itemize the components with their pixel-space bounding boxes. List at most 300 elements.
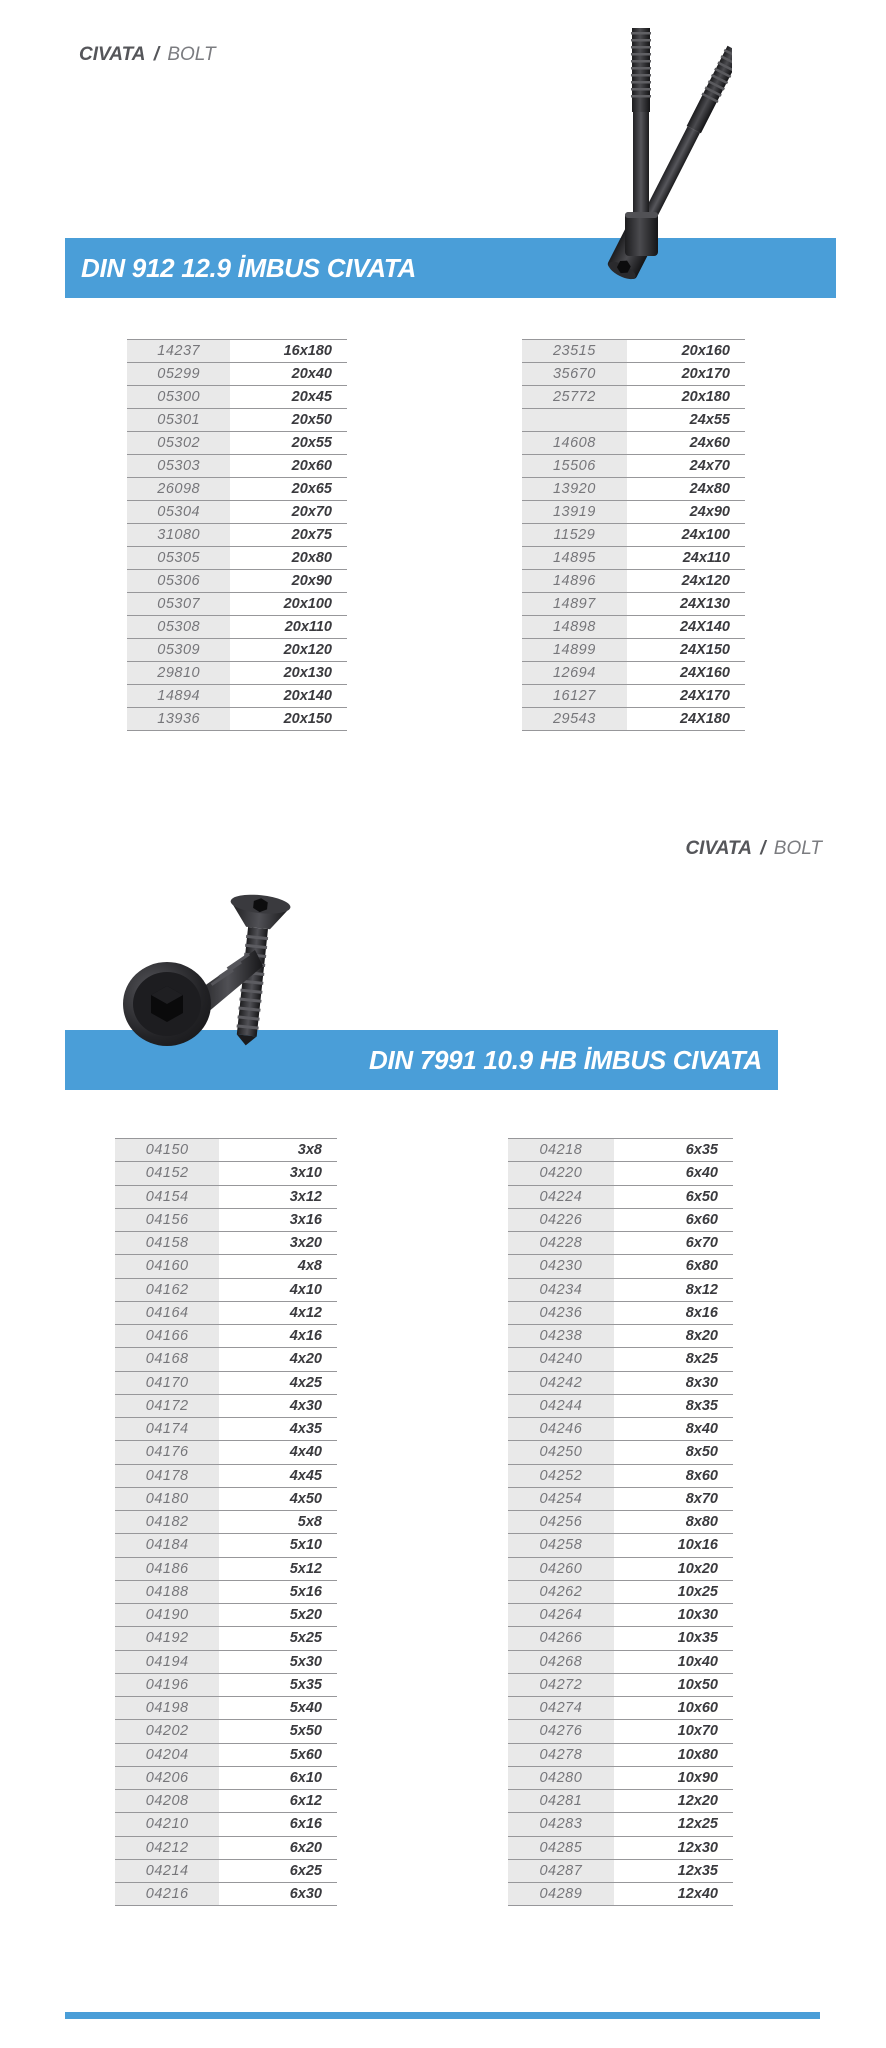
table-row bbox=[115, 1604, 337, 1627]
part-code-cell: 04168 bbox=[115, 1348, 219, 1370]
table-row bbox=[115, 1232, 337, 1255]
part-size-cell: 24X150 bbox=[680, 642, 730, 658]
part-size-cell: 12x35 bbox=[677, 1862, 718, 1879]
part-code-cell: 04184 bbox=[115, 1534, 219, 1556]
table-row bbox=[508, 1860, 733, 1883]
table-row bbox=[115, 1209, 337, 1232]
table-row bbox=[508, 1232, 733, 1255]
table-row bbox=[115, 1651, 337, 1674]
part-code-cell: 05299 bbox=[127, 363, 230, 385]
part-size-cell: 6x12 bbox=[289, 1793, 322, 1810]
part-size-cell: 10x20 bbox=[677, 1560, 718, 1577]
table-row bbox=[115, 1883, 337, 1906]
table-row bbox=[522, 593, 745, 616]
part-size-cell: 6x16 bbox=[289, 1816, 322, 1833]
table-row bbox=[522, 478, 745, 501]
part-size-cell: 10x40 bbox=[677, 1653, 718, 1670]
part-code-cell: 04220 bbox=[508, 1162, 614, 1184]
part-code-cell: 04170 bbox=[115, 1372, 219, 1394]
part-code-cell: 12694 bbox=[522, 662, 627, 684]
table-row bbox=[115, 1627, 337, 1650]
part-size-cell: 4x16 bbox=[289, 1328, 322, 1345]
part-code-cell: 29543 bbox=[522, 708, 627, 730]
table-row bbox=[508, 1511, 733, 1534]
part-code-cell: 04238 bbox=[508, 1325, 614, 1347]
part-code-cell: 04190 bbox=[115, 1604, 219, 1626]
part-code-cell: 04266 bbox=[508, 1627, 614, 1649]
table-row bbox=[115, 1674, 337, 1697]
part-code-cell: 04206 bbox=[115, 1767, 219, 1789]
table-row bbox=[127, 340, 347, 363]
table-row bbox=[522, 501, 745, 524]
part-size-cell: 20x100 bbox=[283, 596, 332, 612]
part-size-cell: 12x30 bbox=[677, 1839, 718, 1856]
table-row bbox=[522, 524, 745, 547]
part-size-cell: 6x35 bbox=[685, 1142, 718, 1159]
part-size-cell: 5x50 bbox=[289, 1723, 322, 1740]
part-size-cell: 4x30 bbox=[289, 1397, 322, 1414]
table-row bbox=[127, 639, 347, 662]
part-code-cell: 04246 bbox=[508, 1418, 614, 1440]
part-size-cell: 24x70 bbox=[689, 458, 730, 474]
table-row bbox=[522, 662, 745, 685]
part-size-cell: 5x12 bbox=[289, 1560, 322, 1577]
part-size-cell: 12x25 bbox=[677, 1816, 718, 1833]
part-code-cell: 25772 bbox=[522, 386, 627, 408]
part-size-cell: 20x75 bbox=[291, 527, 332, 543]
table-row bbox=[508, 1372, 733, 1395]
table-row bbox=[115, 1744, 337, 1767]
part-code-cell: 04281 bbox=[508, 1790, 614, 1812]
table-row bbox=[127, 409, 347, 432]
part-size-cell: 12x40 bbox=[677, 1886, 718, 1903]
part-size-cell: 24X160 bbox=[680, 665, 730, 681]
part-size-cell: 20x70 bbox=[291, 504, 332, 520]
table-row bbox=[115, 1767, 337, 1790]
part-code-cell: 04152 bbox=[115, 1162, 219, 1184]
part-size-cell: 10x80 bbox=[677, 1746, 718, 1763]
part-code-cell: 04264 bbox=[508, 1604, 614, 1626]
part-code-cell: 04204 bbox=[115, 1744, 219, 1766]
part-size-cell: 8x70 bbox=[685, 1490, 718, 1507]
part-size-cell: 20x110 bbox=[284, 619, 332, 635]
part-size-cell: 20x65 bbox=[291, 481, 332, 497]
part-size-cell: 24x90 bbox=[689, 504, 730, 520]
part-size-cell: 24X140 bbox=[680, 619, 730, 635]
table-row bbox=[127, 524, 347, 547]
part-code-cell: 16127 bbox=[522, 685, 627, 707]
table-row bbox=[115, 1790, 337, 1813]
part-code-cell: 05307 bbox=[127, 593, 230, 615]
part-code-cell: 04244 bbox=[508, 1395, 614, 1417]
section2-header bbox=[685, 838, 822, 860]
part-code-cell: 04285 bbox=[508, 1837, 614, 1859]
part-size-cell: 10x30 bbox=[677, 1607, 718, 1624]
table-row bbox=[508, 1627, 733, 1650]
part-code-cell: 04240 bbox=[508, 1348, 614, 1370]
part-size-cell: 20x60 bbox=[291, 458, 332, 474]
part-size-cell: 5x30 bbox=[289, 1653, 322, 1670]
table-row bbox=[115, 1325, 337, 1348]
part-size-cell: 24X130 bbox=[680, 596, 730, 612]
part-size-cell: 8x12 bbox=[685, 1281, 718, 1298]
part-size-cell: 20x120 bbox=[283, 642, 332, 658]
part-code-cell: 04252 bbox=[508, 1465, 614, 1487]
part-code-cell: 11529 bbox=[522, 524, 627, 546]
part-code-cell: 04208 bbox=[115, 1790, 219, 1812]
table-row bbox=[508, 1255, 733, 1278]
part-size-cell: 8x50 bbox=[685, 1444, 718, 1461]
part-code-cell: 14608 bbox=[522, 432, 627, 454]
part-code-cell: 14896 bbox=[522, 570, 627, 592]
banner-title: DIN 7991 10.9 HB İMBUS CIVATA bbox=[369, 1044, 762, 1075]
part-code-cell: 04254 bbox=[508, 1488, 614, 1510]
part-size-cell: 10x60 bbox=[677, 1700, 718, 1717]
part-size-cell: 8x60 bbox=[685, 1467, 718, 1484]
part-size-cell: 20x160 bbox=[681, 343, 730, 359]
part-size-cell: 5x35 bbox=[289, 1676, 322, 1693]
part-code-cell: 14237 bbox=[127, 340, 230, 362]
table-row bbox=[508, 1534, 733, 1557]
part-code-cell: 04216 bbox=[115, 1883, 219, 1905]
part-size-cell: 6x80 bbox=[685, 1258, 718, 1275]
table-row bbox=[115, 1581, 337, 1604]
table-row bbox=[115, 1372, 337, 1395]
table-row bbox=[115, 1279, 337, 1302]
part-code-cell: 04280 bbox=[508, 1767, 614, 1789]
table-row bbox=[522, 340, 745, 363]
part-size-cell: 20x180 bbox=[681, 389, 730, 405]
part-size-cell: 4x12 bbox=[289, 1304, 322, 1321]
table-row bbox=[127, 547, 347, 570]
part-code-cell: 05301 bbox=[127, 409, 230, 431]
part-code-cell: 04268 bbox=[508, 1651, 614, 1673]
header-separator: / bbox=[153, 44, 160, 65]
parts-table-din7991-left bbox=[115, 1138, 337, 1906]
table-row bbox=[522, 409, 745, 432]
part-code-cell: 04194 bbox=[115, 1651, 219, 1673]
part-size-cell: 6x30 bbox=[289, 1886, 322, 1903]
table-row bbox=[522, 616, 745, 639]
part-code-cell: 04162 bbox=[115, 1279, 219, 1301]
part-size-cell: 5x10 bbox=[289, 1537, 322, 1554]
part-code-cell: 04202 bbox=[115, 1720, 219, 1742]
table-row bbox=[127, 363, 347, 386]
table-row bbox=[508, 1674, 733, 1697]
table-row bbox=[508, 1441, 733, 1464]
part-code-cell: 04283 bbox=[508, 1813, 614, 1835]
part-size-cell: 4x20 bbox=[289, 1351, 322, 1368]
part-size-cell: 20x140 bbox=[283, 688, 332, 704]
part-size-cell: 24X180 bbox=[680, 711, 730, 727]
table-row bbox=[522, 455, 745, 478]
part-code-cell: 04164 bbox=[115, 1302, 219, 1324]
part-code-cell: 04218 bbox=[508, 1139, 614, 1161]
section1-header bbox=[79, 44, 216, 66]
table-row bbox=[115, 1465, 337, 1488]
table-row bbox=[115, 1511, 337, 1534]
table-row bbox=[508, 1813, 733, 1836]
part-size-cell: 5x40 bbox=[289, 1700, 322, 1717]
table-row bbox=[522, 639, 745, 662]
part-code-cell: 04186 bbox=[115, 1558, 219, 1580]
part-code-cell: 26098 bbox=[127, 478, 230, 500]
table-row bbox=[115, 1302, 337, 1325]
part-code-cell: 04230 bbox=[508, 1255, 614, 1277]
table-row bbox=[508, 1720, 733, 1743]
part-size-cell: 24x80 bbox=[689, 481, 730, 497]
part-size-cell: 4x10 bbox=[289, 1281, 322, 1298]
part-size-cell: 20x55 bbox=[291, 435, 332, 451]
part-size-cell: 24x55 bbox=[689, 412, 730, 428]
part-size-cell: 10x90 bbox=[677, 1769, 718, 1786]
table-row bbox=[508, 1837, 733, 1860]
part-size-cell: 4x25 bbox=[289, 1374, 322, 1391]
part-size-cell: 5x8 bbox=[297, 1514, 322, 1531]
part-code-cell: 05308 bbox=[127, 616, 230, 638]
part-code-cell: 05303 bbox=[127, 455, 230, 477]
part-code-cell: 04228 bbox=[508, 1232, 614, 1254]
part-code-cell: 14895 bbox=[522, 547, 627, 569]
table-row bbox=[508, 1581, 733, 1604]
part-size-cell: 6x70 bbox=[685, 1235, 718, 1252]
part-code-cell: 04180 bbox=[115, 1488, 219, 1510]
table-row bbox=[508, 1488, 733, 1511]
table-row bbox=[508, 1651, 733, 1674]
part-code-cell: 04274 bbox=[508, 1697, 614, 1719]
part-size-cell: 8x40 bbox=[685, 1421, 718, 1438]
table-row bbox=[522, 685, 745, 708]
parts-table-din912-left bbox=[127, 339, 347, 731]
table-row bbox=[522, 547, 745, 570]
part-size-cell: 20x90 bbox=[291, 573, 332, 589]
part-size-cell: 8x35 bbox=[685, 1397, 718, 1414]
part-code-cell: 04214 bbox=[115, 1860, 219, 1882]
table-row bbox=[115, 1418, 337, 1441]
table-row bbox=[508, 1604, 733, 1627]
part-size-cell: 6x40 bbox=[685, 1165, 718, 1182]
table-row bbox=[508, 1418, 733, 1441]
part-size-cell: 5x25 bbox=[289, 1630, 322, 1647]
table-row bbox=[127, 593, 347, 616]
part-code-cell: 13936 bbox=[127, 708, 230, 730]
table-row bbox=[127, 570, 347, 593]
table-row bbox=[522, 708, 745, 731]
part-size-cell: 6x25 bbox=[289, 1862, 322, 1879]
part-size-cell: 5x16 bbox=[289, 1583, 322, 1600]
part-size-cell: 8x20 bbox=[685, 1328, 718, 1345]
part-code-cell: 04236 bbox=[508, 1302, 614, 1324]
part-code-cell: 14897 bbox=[522, 593, 627, 615]
part-size-cell: 24x110 bbox=[682, 550, 730, 566]
table-row bbox=[115, 1139, 337, 1162]
part-size-cell: 4x50 bbox=[289, 1490, 322, 1507]
parts-table-din912-right bbox=[522, 339, 745, 731]
part-size-cell: 3x16 bbox=[289, 1211, 322, 1228]
table-row bbox=[522, 570, 745, 593]
part-code-cell: 05305 bbox=[127, 547, 230, 569]
part-size-cell: 4x45 bbox=[289, 1467, 322, 1484]
table-row bbox=[508, 1558, 733, 1581]
part-code-cell: 04226 bbox=[508, 1209, 614, 1231]
part-code-cell: 04250 bbox=[508, 1441, 614, 1463]
part-code-cell: 23515 bbox=[522, 340, 627, 362]
table-row bbox=[508, 1883, 733, 1906]
table-row bbox=[127, 685, 347, 708]
part-code-cell: 04260 bbox=[508, 1558, 614, 1580]
part-size-cell: 4x35 bbox=[289, 1421, 322, 1438]
part-size-cell: 10x16 bbox=[677, 1537, 718, 1554]
table-row bbox=[115, 1162, 337, 1185]
table-row bbox=[508, 1395, 733, 1418]
part-size-cell: 6x60 bbox=[685, 1211, 718, 1228]
part-size-cell: 3x20 bbox=[289, 1235, 322, 1252]
part-size-cell: 3x8 bbox=[297, 1142, 322, 1159]
part-code-cell: 31080 bbox=[127, 524, 230, 546]
part-size-cell: 24x100 bbox=[681, 527, 730, 543]
part-code-cell: 35670 bbox=[522, 363, 627, 385]
part-code-cell: 04289 bbox=[508, 1883, 614, 1905]
part-code-cell: 04276 bbox=[508, 1720, 614, 1742]
header-alt: BOLT bbox=[773, 838, 822, 859]
part-code-cell: 04212 bbox=[115, 1837, 219, 1859]
table-row bbox=[127, 708, 347, 731]
part-code-cell: 05306 bbox=[127, 570, 230, 592]
table-row bbox=[508, 1744, 733, 1767]
table-row bbox=[127, 432, 347, 455]
table-row bbox=[508, 1186, 733, 1209]
part-size-cell: 6x50 bbox=[685, 1188, 718, 1205]
table-row bbox=[127, 478, 347, 501]
part-size-cell: 8x30 bbox=[685, 1374, 718, 1391]
parts-table-din7991-right bbox=[508, 1138, 733, 1906]
table-row bbox=[508, 1348, 733, 1371]
socket-head-cap-screws-photo bbox=[592, 22, 732, 317]
part-code-cell: 14894 bbox=[127, 685, 230, 707]
part-code-cell: 04188 bbox=[115, 1581, 219, 1603]
header-separator: / bbox=[760, 838, 766, 859]
part-size-cell: 3x10 bbox=[289, 1165, 322, 1182]
part-size-cell: 4x40 bbox=[289, 1444, 322, 1461]
table-row bbox=[508, 1209, 733, 1232]
part-size-cell: 20x50 bbox=[291, 412, 332, 428]
part-code-cell: 04182 bbox=[115, 1511, 219, 1533]
part-size-cell: 10x25 bbox=[677, 1583, 718, 1600]
table-row bbox=[115, 1534, 337, 1557]
part-size-cell: 24x120 bbox=[681, 573, 730, 589]
part-code-cell: 04176 bbox=[115, 1441, 219, 1463]
part-code-cell: 15506 bbox=[522, 455, 627, 477]
part-size-cell: 20x130 bbox=[283, 665, 332, 681]
table-row bbox=[115, 1488, 337, 1511]
part-size-cell: 20x80 bbox=[291, 550, 332, 566]
table-row bbox=[508, 1697, 733, 1720]
part-code-cell: 04178 bbox=[115, 1465, 219, 1487]
table-row bbox=[115, 1558, 337, 1581]
footer-accent-bar bbox=[65, 2012, 820, 2019]
part-size-cell: 16x180 bbox=[283, 343, 332, 359]
table-row bbox=[115, 1720, 337, 1743]
table-row bbox=[508, 1139, 733, 1162]
part-code-cell: 04154 bbox=[115, 1186, 219, 1208]
table-row bbox=[115, 1395, 337, 1418]
table-row bbox=[508, 1790, 733, 1813]
part-code-cell: 04210 bbox=[115, 1813, 219, 1835]
table-row bbox=[508, 1162, 733, 1185]
part-size-cell: 8x16 bbox=[685, 1304, 718, 1321]
table-row bbox=[508, 1302, 733, 1325]
part-code-cell: 14898 bbox=[522, 616, 627, 638]
part-code-cell: 04198 bbox=[115, 1697, 219, 1719]
header-brand: CIVATA bbox=[685, 838, 752, 859]
table-row bbox=[508, 1465, 733, 1488]
header-brand: CIVATA bbox=[79, 44, 146, 65]
table-row bbox=[508, 1325, 733, 1348]
table-row bbox=[522, 386, 745, 409]
part-code-cell: 04166 bbox=[115, 1325, 219, 1347]
part-code-cell: 04196 bbox=[115, 1674, 219, 1696]
part-code-cell: 04287 bbox=[508, 1860, 614, 1882]
part-size-cell: 10x35 bbox=[677, 1630, 718, 1647]
part-size-cell: 12x20 bbox=[677, 1793, 718, 1810]
table-row bbox=[115, 1255, 337, 1278]
part-code-cell: 04262 bbox=[508, 1581, 614, 1603]
part-code-cell: 04172 bbox=[115, 1395, 219, 1417]
part-size-cell: 20x150 bbox=[283, 711, 332, 727]
part-size-cell: 8x25 bbox=[685, 1351, 718, 1368]
part-size-cell: 24x60 bbox=[689, 435, 730, 451]
part-size-cell: 20x170 bbox=[681, 366, 730, 382]
countersunk-screws-photo bbox=[105, 876, 315, 1066]
table-row bbox=[115, 1837, 337, 1860]
table-row bbox=[115, 1697, 337, 1720]
part-code-cell: 04242 bbox=[508, 1372, 614, 1394]
part-code-cell: 05300 bbox=[127, 386, 230, 408]
part-code-cell: 05304 bbox=[127, 501, 230, 523]
part-size-cell: 10x50 bbox=[677, 1676, 718, 1693]
part-code-cell: 04272 bbox=[508, 1674, 614, 1696]
table-row bbox=[127, 501, 347, 524]
part-size-cell: 8x80 bbox=[685, 1514, 718, 1531]
part-code-cell: 13920 bbox=[522, 478, 627, 500]
table-row bbox=[115, 1348, 337, 1371]
table-row bbox=[127, 455, 347, 478]
part-code-cell: 05302 bbox=[127, 432, 230, 454]
part-size-cell: 5x60 bbox=[289, 1746, 322, 1763]
part-code-cell: 04192 bbox=[115, 1627, 219, 1649]
table-row bbox=[115, 1813, 337, 1836]
part-code-cell: 04160 bbox=[115, 1255, 219, 1277]
part-code-cell: 29810 bbox=[127, 662, 230, 684]
part-code-cell: 13919 bbox=[522, 501, 627, 523]
table-row bbox=[115, 1441, 337, 1464]
table-row bbox=[522, 363, 745, 386]
part-size-cell: 5x20 bbox=[289, 1607, 322, 1624]
table-row bbox=[508, 1279, 733, 1302]
part-code-cell: 04158 bbox=[115, 1232, 219, 1254]
part-code-cell: 04234 bbox=[508, 1279, 614, 1301]
part-code-cell: 14899 bbox=[522, 639, 627, 661]
table-row bbox=[127, 386, 347, 409]
part-code-cell: 04256 bbox=[508, 1511, 614, 1533]
part-size-cell: 20x45 bbox=[291, 389, 332, 405]
part-code-cell: 04258 bbox=[508, 1534, 614, 1556]
part-code-cell: 04156 bbox=[115, 1209, 219, 1231]
part-code-cell: 04150 bbox=[115, 1139, 219, 1161]
table-row bbox=[522, 432, 745, 455]
table-row bbox=[127, 662, 347, 685]
part-size-cell: 6x20 bbox=[289, 1839, 322, 1856]
